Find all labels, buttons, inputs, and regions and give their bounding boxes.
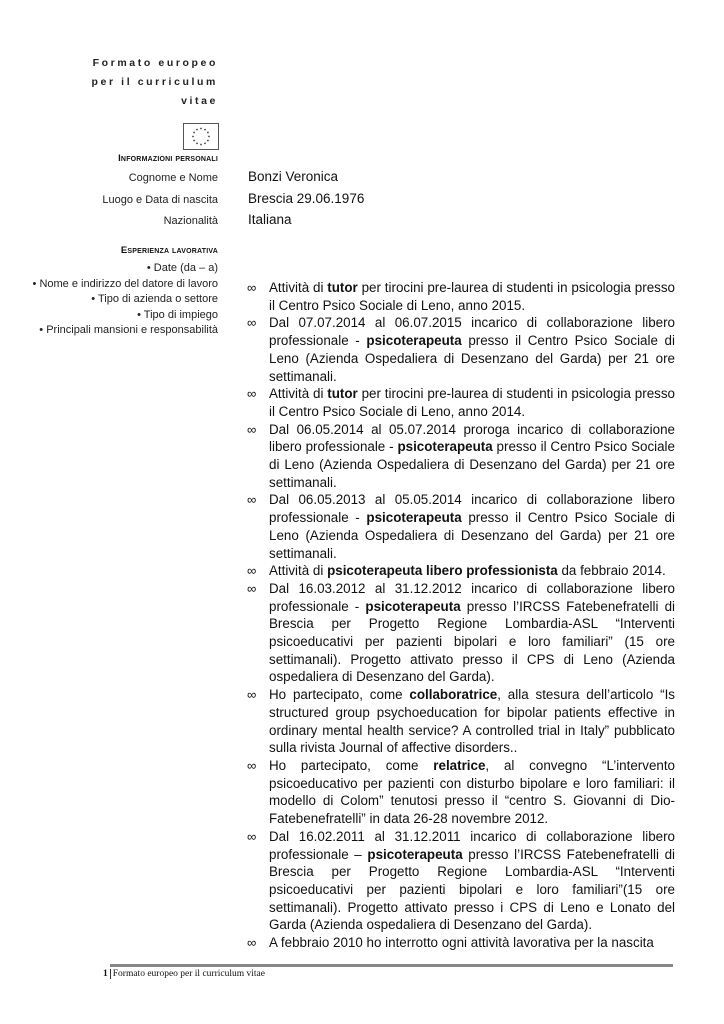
title-line-3: vitae [181, 95, 218, 107]
entry-text: presso l’IRCSS Fatebenefratelli di Brescia per Progetto Regione Lombardia-ASL “Interventi psicoeducativi per pazienti bipolari e loro familiari” (15 ore settimanali). Progetto attivato presso il CPS di Leno (Azienda ospedaliera di Desenzano del Garda). [269, 598, 675, 685]
experience-entry [247, 314, 675, 385]
entry-text: presso l’IRCSS Fatebenefratelli di Brescia per Progetto Regione Lombardia-ASL “Interventi psicoeducativi per pazienti bipolari e loro familiari”(15 ore settimanali). Progetto attivato presso i CPS di Leno e Lonato del Garda (Azienda ospedaliera di Desenzano del Garda). [269, 846, 676, 933]
label-dates: • Date (da – a) [146, 262, 218, 274]
label-duties: • Principali mansioni e responsabilità [39, 324, 218, 337]
experience-entry [247, 491, 675, 562]
infinity-bullet-icon: ∞ [247, 935, 257, 951]
section-personal-info: Informazioni personali [118, 153, 218, 164]
entry-text: per tirocini pre-laurea di studenti in psicologia presso il Centro Psico Sociale di Leno, anno 2014. [269, 386, 675, 419]
entry-highlight: psicoterapeuta [366, 510, 462, 526]
entry-text: Dal 06.05.2014 al 05.07.2014 proroga incarico di collaborazione libero professionale - [269, 421, 675, 455]
experience-entry [247, 580, 675, 686]
entry-highlight: tutor [327, 280, 358, 295]
entry-text: presso il Centro Psico Sociale di Leno (Azienda Ospedaliera di Desenzano del Garda) per 21 ore settimanali. [269, 510, 675, 561]
title-line-1: Formato europeo [92, 57, 218, 69]
name-value: Bonzi Veronica [248, 169, 339, 184]
infinity-bullet-icon: ∞ [247, 757, 257, 773]
entry-text: Ho partecipato, come [269, 687, 410, 703]
entry-text: Dal 07.07.2014 al 06.07.2015 incarico di collaborazione libero professionale - [269, 315, 675, 349]
experience-entry [247, 421, 675, 492]
page-number: 1 [103, 969, 111, 979]
entry-highlight: collaboratrice [409, 687, 498, 703]
experience-field-labels [28, 261, 218, 339]
entry-text: Dal 06.05.2013 al 05.05.2014 incarico di collaborazione libero professionale - [269, 492, 675, 526]
birth-value: Brescia 29.06.1976 [248, 191, 365, 206]
infinity-bullet-icon: ∞ [247, 421, 257, 437]
infinity-bullet-icon: ∞ [247, 492, 257, 508]
entry-text: Attività di [269, 386, 328, 402]
experience-entry [247, 934, 675, 952]
entry-text: , al convegno “L’intervento psicoeducativo per pazienti con disturbo bipolare e loro familiari: il modello di Colom” tenutosi presso il “centro S. Giovanni di Dio-Fatebenefratelli” in data 26-28 novembre 2012. [269, 757, 676, 827]
entry-text: Ho partecipato, come [269, 757, 434, 773]
experience-entry [247, 757, 675, 828]
infinity-bullet-icon: ∞ [247, 386, 257, 402]
entry-text: Dal 16.03.2012 al 31.12.2012 incarico di collaborazione libero professionale - [269, 580, 675, 614]
footer-text: Formato europeo per il curriculum vitae [112, 969, 265, 979]
page-footer [103, 969, 265, 979]
birth-label: Luogo e Data di nascita [102, 194, 218, 206]
experience-entry [247, 279, 675, 314]
entry-text: presso il Centro Psico Sociale di Leno (Azienda Ospedaliera di Desenzano del Garda) per 21 ore settimanali. [269, 439, 675, 490]
nationality-label: Nazionalità [163, 215, 218, 227]
label-job-type: • Tipo di impiego [137, 308, 218, 321]
experience-entry [247, 562, 675, 580]
infinity-bullet-icon: ∞ [247, 315, 257, 331]
document-title [92, 54, 218, 111]
entry-text: per tirocini pre-laurea di studenti in psicologia presso il Centro Psico Sociale di Leno, anno 2015. [269, 280, 675, 313]
entry-text: A febbraio 2010 ho interrotto ogni attività lavorativa per la nascita [269, 935, 654, 951]
entry-highlight: psicoterapeuta [397, 439, 493, 455]
eu-stars-icon [184, 124, 218, 149]
experience-entries-list [247, 279, 675, 952]
entry-text: , alla stesura dell’articolo “Is structured group psychoeducation for bipolar patients effective in ordinary mental health service? A controlled trial in Italy” pubblicato sulla rivista Journal of affective disorders.. [269, 687, 675, 756]
entry-text: Attività di [269, 280, 328, 295]
infinity-bullet-icon: ∞ [247, 580, 257, 596]
entry-highlight: tutor [327, 386, 358, 402]
entry-highlight: psicoterapeuta libero professionista [327, 563, 558, 579]
infinity-bullet-icon: ∞ [247, 280, 257, 295]
entry-highlight: psicoterapeuta [365, 598, 461, 614]
eu-flag-logo [183, 123, 219, 150]
experience-entry [247, 828, 675, 934]
section-work-experience: Esperienza lavorativa [120, 245, 218, 256]
label-company-type: • Tipo di azienda o settore [91, 293, 218, 306]
infinity-bullet-icon: ∞ [247, 828, 257, 844]
entry-text: da febbraio 2014. [557, 563, 666, 579]
entry-text: presso il Centro Psico Sociale di Leno (Azienda Ospedaliera di Desenzano del Garda) per 21 ore settimanali. [269, 333, 675, 384]
title-line-2: per il curriculum [91, 76, 218, 88]
entry-text: Attività di [269, 563, 328, 579]
entry-highlight: psicoterapeuta [366, 333, 462, 349]
infinity-bullet-icon: ∞ [247, 687, 257, 703]
experience-entry [247, 686, 675, 757]
experience-entry [247, 385, 675, 420]
name-label: Cognome e Nome [128, 172, 218, 184]
nationality-value: Italiana [248, 212, 292, 227]
label-employer: • Nome e indirizzo del datore di lavoro [32, 277, 218, 290]
infinity-bullet-icon: ∞ [247, 563, 257, 579]
entry-highlight: relatrice [433, 757, 486, 773]
entry-text: Dal 16.02.2011 al 31.12.2011 incarico di collaborazione libero professionale – [269, 828, 675, 862]
footer-divider [110, 964, 673, 967]
entry-highlight: psicoterapeuta [367, 846, 463, 862]
